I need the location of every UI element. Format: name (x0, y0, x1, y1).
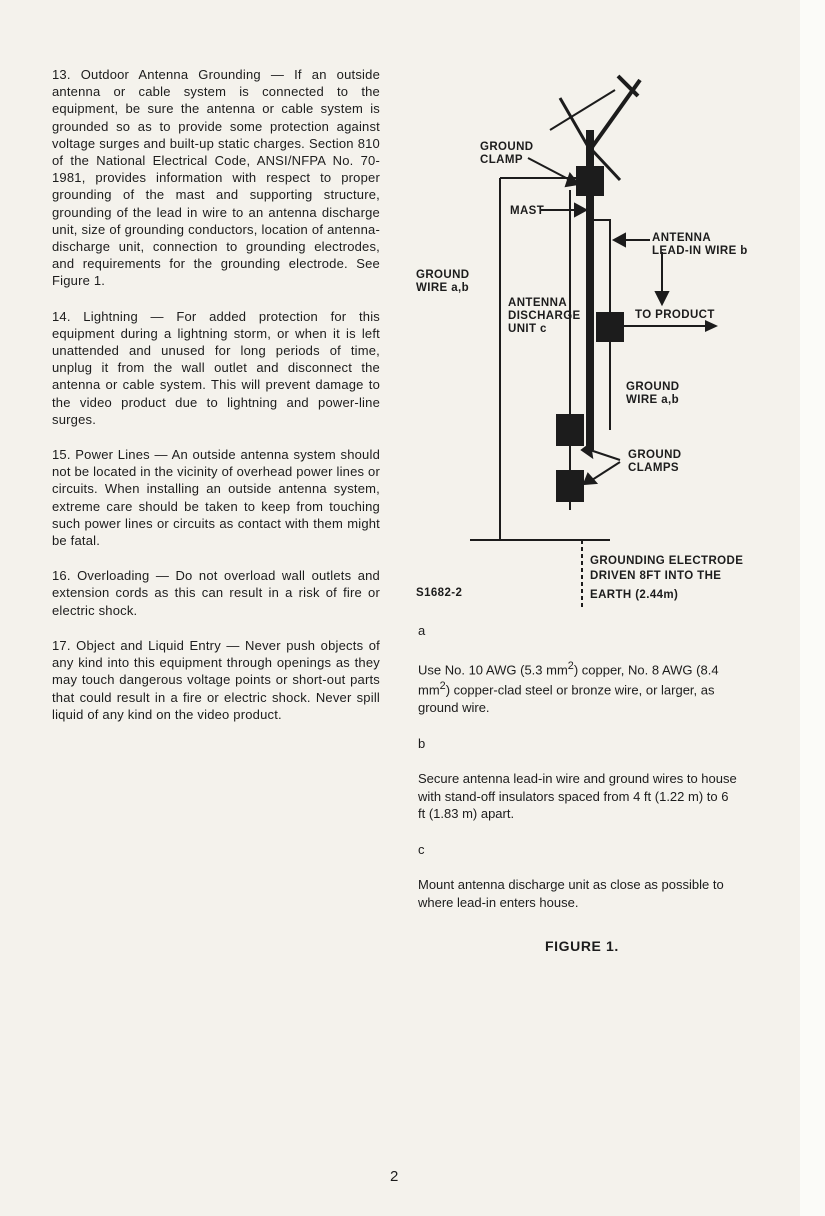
label-ground-clamp-2: CLAMP (480, 154, 523, 166)
label-ground-wire-right-2: WIRE a,b (626, 394, 680, 406)
figure-notes (418, 622, 738, 929)
label-ground-wire-right-1: GROUND (626, 381, 680, 393)
page-edge (800, 0, 825, 1216)
antenna-icon (550, 76, 640, 180)
label-discharge-3: UNIT c (508, 323, 547, 335)
left-column (52, 66, 380, 741)
label-electrode-1: GROUNDING ELECTRODE (590, 555, 744, 567)
label-to-product: TO PRODUCT (635, 309, 715, 321)
section-14: 14. Lightning — For added protection for this equipment during a lightning storm, or when it is left unattended and unused for long periods of time, unplug it from the wall outlet and disconnect the antenna or cable system. This will prevent damage to the video product due to lightning and power-line surges. (52, 308, 380, 427)
note-a-sup-2: 2 (439, 680, 446, 693)
label-discharge-2: DISCHARGE (508, 310, 581, 322)
section-16: 16. Overloading — Do not overload wall outlets and extension cords as this can result in a risk of fire or electric shock. (52, 568, 380, 618)
label-ground-clamp-1: GROUND (480, 141, 534, 153)
label-antenna-leadin-2: LEAD-IN WIRE b (652, 245, 748, 257)
section-15: 15. Power Lines — An outside antenna system should not be located in the vicinity of overhead power lines or circuits. When installing an outside antenna system, extreme care should be taken to keep from touching such power lines or circuits as contact with them might be fatal. (52, 447, 380, 549)
ground-clamp-upper (556, 414, 584, 446)
ground-clamp (576, 166, 604, 196)
note-b: Secure antenna lead-in wire and ground wires to house with stand-off insulators spaced from 4 ft (1.22 m) to 6 ft (1.83 m) apart. (418, 771, 737, 822)
label-ground-clamps-1: GROUND (628, 449, 682, 461)
antenna-grounding-diagram (410, 70, 780, 610)
label-discharge-1: ANTENNA (508, 297, 568, 309)
note-letter-a: a (418, 623, 426, 638)
house-outline (500, 178, 600, 540)
note-c: Mount antenna discharge unit as close as possible to where lead-in enters house. (418, 877, 724, 910)
note-a-text-1: Use No. 10 AWG (5.3 mm (418, 661, 568, 677)
label-electrode-3: EARTH (2.44m) (590, 589, 679, 601)
note-a-sup-1: 2 (567, 659, 574, 672)
note-a (418, 658, 738, 717)
figure-code: S1682-2 (416, 587, 463, 599)
label-ground-clamps-2: CLAMPS (628, 462, 679, 474)
section-13: 13. Outdoor Antenna Grounding — If an outside antenna or cable system is connected to the equipment, be sure the antenna or cable system is grounded so as to provide some protection against voltage surges and built-up static charges. Section 810 of the National Electrical Code, ANSI/NFPA No. 70-1981, provides information with respect to proper grounding of the mast and supporting structure, grounding of the lead in wire to an antenna discharge unit, size of grounding conductors, location of antenna-discharge unit, connection to grounding electrodes, and requirements for the grounding electrode. See Figure 1. (52, 67, 380, 289)
note-a-text-3: ) copper-clad steel or bronze wire, or larger, as ground wire. (418, 682, 715, 716)
section-17: 17. Object and Liquid Entry — Never push objects of any kind into this equipment through openings as they may touch dangerous voltage points or short-out parts that could result in a fire or electric shock. Never spill liquid of any kind on the video product. (52, 637, 380, 722)
note-letter-c: c (418, 841, 425, 857)
note-a-text-2: ) copper, No. 8 AWG (8.4 mm (418, 661, 719, 698)
page-number: 2 (390, 1168, 399, 1185)
discharge-unit (596, 312, 624, 342)
label-antenna-leadin-1: ANTENNA (652, 232, 712, 244)
to-product-arrow (705, 320, 718, 332)
note-letter-b: b (418, 735, 426, 751)
label-electrode-2: DRIVEN 8FT INTO THE (590, 570, 722, 582)
label-ground-wire-left-1: GROUND (416, 269, 470, 281)
ground-clamp-lower (556, 470, 584, 502)
label-mast: MAST (510, 205, 545, 217)
figure-caption: FIGURE 1. (545, 938, 619, 954)
label-ground-wire-left-2: WIRE a,b (416, 282, 470, 294)
